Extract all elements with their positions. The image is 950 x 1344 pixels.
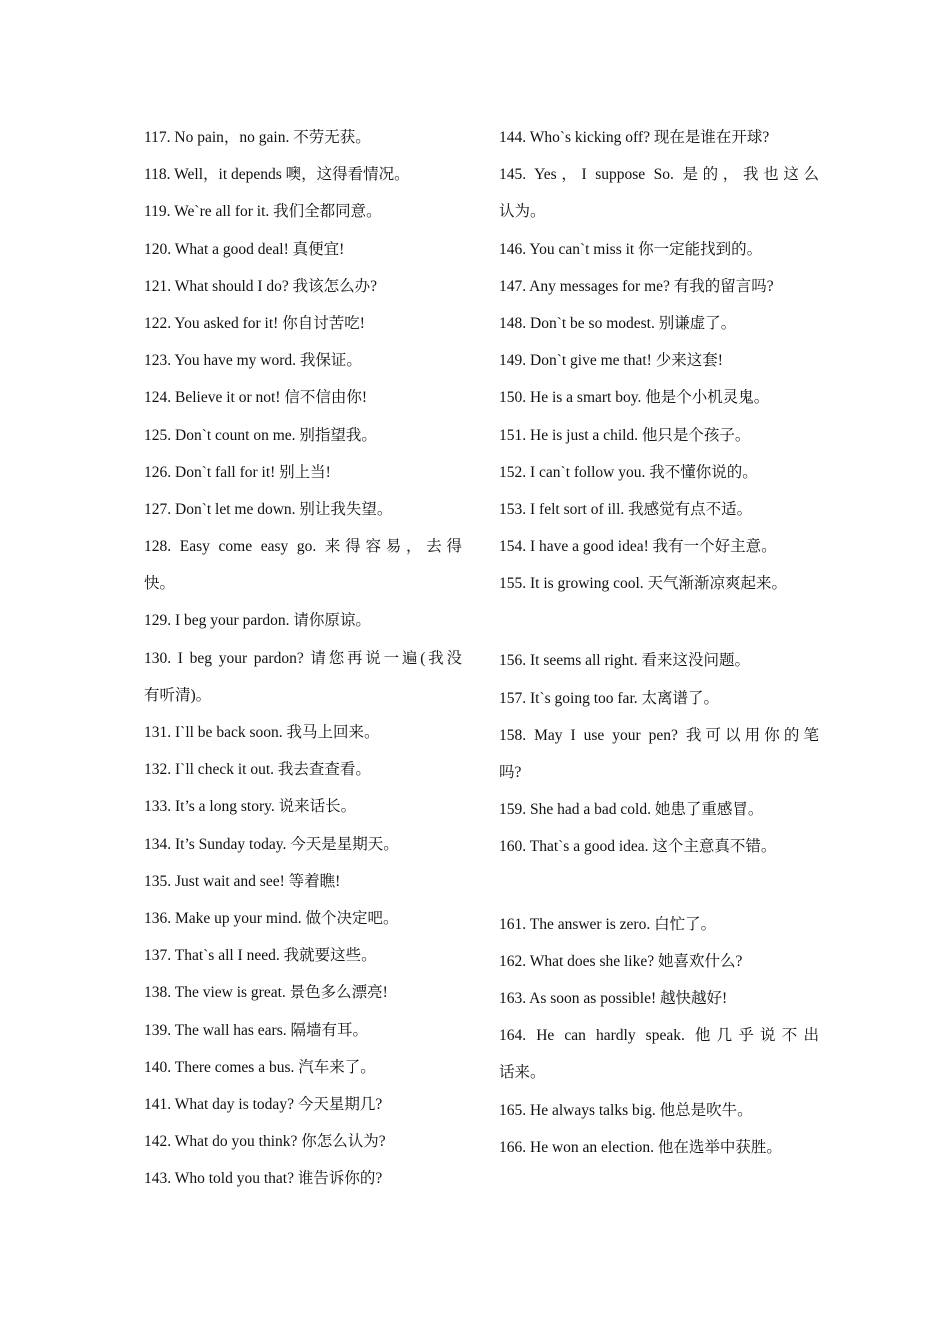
phrase-line: 136. Make up your mind. 做个决定吧。 xyxy=(144,909,399,927)
phrase-line: 154. I have a good idea! 我有一个好主意。 xyxy=(499,538,777,556)
phrase-line: 151. He is just a child. 他只是个孩子。 xyxy=(499,426,751,444)
phrase-line: 135. Just wait and see! 等着瞧! xyxy=(144,872,341,890)
phrase-line: 158. May I use your pen? 我可以用你的笔 xyxy=(499,726,819,744)
phrase-line: 148. Don`t be so modest. 别谦虚了。 xyxy=(499,314,737,332)
phrase-line: 127. Don`t let me down. 别让我失望。 xyxy=(144,500,393,518)
phrase-line: 133. It’s a long story. 说来话长。 xyxy=(144,798,357,816)
phrase-line: 129. I beg your pardon. 请你原谅。 xyxy=(144,612,371,630)
phrase-line: 150. He is a smart boy. 他是个小机灵鬼。 xyxy=(499,389,770,407)
phrase-line: 159. She had a bad cold. 她患了重感冒。 xyxy=(499,801,764,819)
phrase-line: 147. Any messages for me? 有我的留言吗? xyxy=(499,277,774,295)
paragraph-gap xyxy=(499,866,819,906)
phrase-line: 165. He always talks big. 他总是吹牛。 xyxy=(499,1101,753,1119)
phrase-line: 161. The answer is zero. 白忙了。 xyxy=(499,915,717,933)
phrase-line: 138. The view is great. 景色多么漂亮! xyxy=(144,984,388,1002)
phrase-line: 160. That`s a good idea. 这个主意真不错。 xyxy=(499,838,777,856)
phrase-line: 142. What do you think? 你怎么认为? xyxy=(144,1133,386,1151)
right-column xyxy=(499,119,819,1166)
phrase-line: 134. It’s Sunday today. 今天是星期天。 xyxy=(144,835,399,853)
phrase-line: 119. We`re all for it. 我们全都同意。 xyxy=(144,203,382,221)
phrase-line: 130. I beg your pardon? 请您再说一遍(我没 xyxy=(144,649,462,667)
phrase-line: 153. I felt sort of ill. 我感觉有点不适。 xyxy=(499,500,753,518)
phrase-line: 157. It`s going too far. 太离谱了。 xyxy=(499,689,719,707)
phrase-line: 131. I`ll be back soon. 我马上回来。 xyxy=(144,724,380,741)
phrase-line: 117. No pain，no gain. 不劳无获。 xyxy=(144,129,371,146)
phrase-line: 123. You have my word. 我保证。 xyxy=(144,352,362,370)
phrase-line: 吗? xyxy=(499,764,522,781)
phrase-line: 144. Who`s kicking off? 现在是谁在开球? xyxy=(499,129,770,146)
phrase-line: 149. Don`t give me that! 少来这套! xyxy=(499,352,723,370)
phrase-line: 118. Well，it depends 噢，这得看情况。 xyxy=(144,166,410,184)
phrase-line: 137. That`s all I need. 我就要这些。 xyxy=(144,947,377,965)
phrase-line: 143. Who told you that? 谁告诉你的? xyxy=(144,1170,383,1188)
phrase-line: 124. Believe it or not! 信不信由你! xyxy=(144,389,367,407)
phrase-line: 145. Yes，I suppose So. 是的，我也这么 xyxy=(499,166,819,184)
phrase-line: 128. Easy come easy go. 来得容易，去得 xyxy=(144,538,462,556)
phrase-line: 120. What a good deal! 真便宜! xyxy=(144,240,345,258)
phrase-line: 163. As soon as possible! 越快越好! xyxy=(499,989,728,1007)
phrase-line: 快。 xyxy=(144,575,176,593)
phrase-line: 146. You can`t miss it 你一定能找到的。 xyxy=(499,240,763,258)
phrase-line: 162. What does she like? 她喜欢什么? xyxy=(499,952,743,970)
phrase-line: 125. Don`t count on me. 别指望我。 xyxy=(144,426,377,444)
phrase-line: 话来。 xyxy=(499,1064,546,1082)
phrase-line: 132. I`ll check it out. 我去查查看。 xyxy=(144,761,371,779)
phrase-line: 认为。 xyxy=(499,203,546,221)
phrase-line: 126. Don`t fall for it! 别上当! xyxy=(144,463,331,481)
phrase-line: 139. The wall has ears. 隔墙有耳。 xyxy=(144,1021,368,1039)
phrase-line: 164. He can hardly speak. 他几乎说不出 xyxy=(499,1027,819,1045)
phrase-line: 141. What day is today? 今天星期几? xyxy=(144,1095,383,1113)
left-column xyxy=(144,119,462,1197)
phrase-line: 166. He won an election. 他在选举中获胜。 xyxy=(499,1138,782,1156)
paragraph-gap xyxy=(499,602,819,642)
phrase-line: 155. It is growing cool. 天气渐渐凉爽起来。 xyxy=(499,575,788,593)
phrase-line: 156. It seems all right. 看来这没问题。 xyxy=(499,652,750,670)
phrase-line: 121. What should I do? 我该怎么办? xyxy=(144,277,378,295)
phrase-line: 有听清)。 xyxy=(144,686,212,704)
phrase-line: 152. I can`t follow you. 我不懂你说的。 xyxy=(499,463,758,481)
phrase-line: 140. There comes a bus. 汽车来了。 xyxy=(144,1058,376,1076)
phrase-line: 122. You asked for it! 你自讨苦吃! xyxy=(144,314,365,332)
